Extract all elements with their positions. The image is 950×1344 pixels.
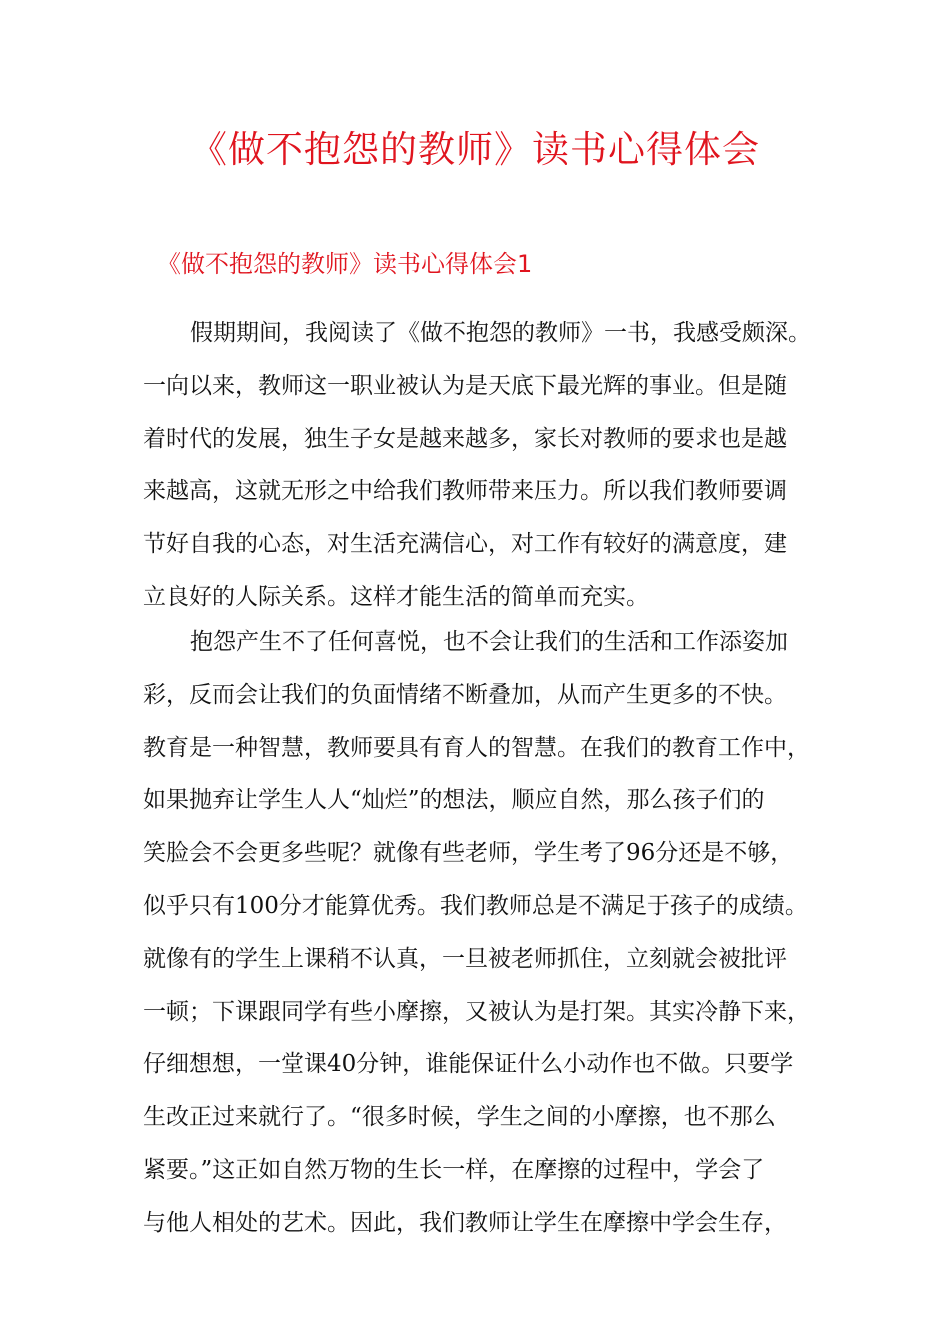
section-heading: 《做不抱怨的教师》读书心得体会1 — [157, 250, 533, 278]
paragraph-line: 一顿；下课跟同学有些小摩擦，又被认为是打架。其实冷静下来， — [143, 998, 810, 1025]
paragraph-line: 假期期间，我阅读了《做不抱怨的教师》一书，我感受颇深。 — [190, 320, 811, 346]
paragraph-line: 笑脸会不会更多些呢？就像有些老师，学生考了96分还是不够， — [143, 840, 794, 867]
paragraph-line: 仔细想想，一堂课40分钟，谁能保证什么小动作也不做。只要学 — [143, 1051, 794, 1078]
paragraph-line: 紧要。”这正如自然万物的生长一样，在摩擦的过程中，学会了 — [143, 1156, 765, 1183]
document-title: 《做不抱怨的教师》读书心得体会 — [190, 128, 760, 171]
paragraph-line: 一向以来，教师这一职业被认为是天底下最光辉的事业。但是随 — [143, 372, 787, 399]
paragraph-1 — [143, 307, 843, 624]
paragraph-line: 节好自我的心态，对生活充满信心，对工作有较好的满意度，建 — [143, 531, 787, 558]
paragraph-line: 就像有的学生上课稍不认真，一旦被老师抓住，立刻就会被批评 — [143, 945, 787, 972]
paragraph-line: 似乎只有100分才能算优秀。我们教师总是不满足于孩子的成绩。 — [143, 892, 808, 919]
paragraph-line: 彩，反而会让我们的负面情绪不断叠加，从而产生更多的不快。 — [143, 681, 787, 708]
paragraph-2 — [143, 616, 843, 1250]
paragraph-line: 生改正过来就行了。“很多时候，学生之间的小摩擦，也不那么 — [143, 1104, 776, 1131]
paragraph-line: 教育是一种智慧，教师要具有育人的智慧。在我们的教育工作中， — [143, 734, 810, 761]
paragraph-line: 着时代的发展，独生子女是越来越多，家长对教师的要求也是越 — [143, 425, 787, 452]
paragraph-line: 立良好的人际关系。这样才能生活的简单而充实。 — [143, 583, 649, 610]
paragraph-line: 抱怨产生不了任何喜悦，也不会让我们的生活和工作添姿加 — [190, 629, 788, 655]
paragraph-line: 与他人相处的艺术。因此，我们教师让学生在摩擦中学会生存， — [143, 1209, 787, 1236]
paragraph-line: 来越高，这就无形之中给我们教师带来压力。所以我们教师要调 — [143, 478, 787, 505]
paragraph-line: 如果抛弃让学生人人“灿烂”的想法，顺应自然，那么孩子们的 — [143, 787, 765, 814]
